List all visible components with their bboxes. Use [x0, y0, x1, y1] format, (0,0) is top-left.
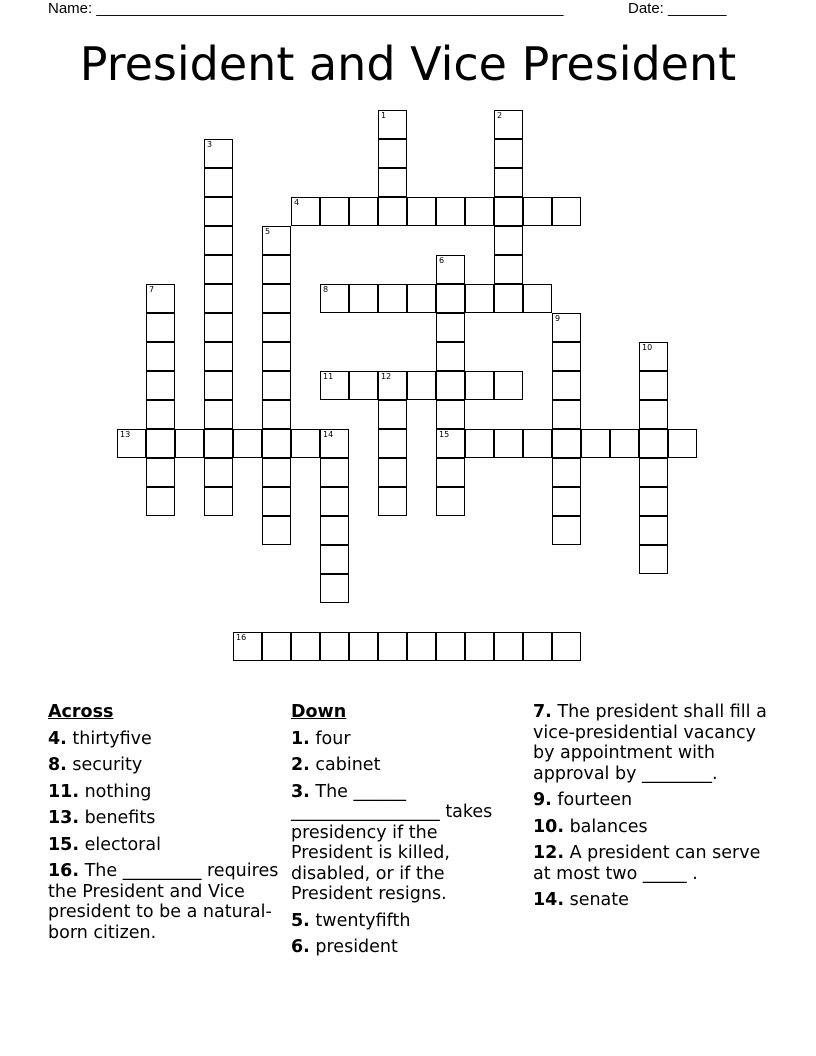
- grid-cell[interactable]: [262, 487, 291, 516]
- grid-cell[interactable]: [204, 313, 233, 342]
- grid-cell-5[interactable]: [262, 226, 291, 255]
- grid-cell[interactable]: [320, 632, 349, 661]
- clue-down-2: 2. cabinet: [291, 755, 381, 775]
- grid-cell[interactable]: [523, 429, 552, 458]
- clue-number: 6: [439, 256, 445, 265]
- clue-number: 8: [323, 285, 329, 294]
- grid-cell[interactable]: [494, 197, 523, 226]
- grid-cell-6[interactable]: [436, 255, 465, 284]
- grid-cell[interactable]: [204, 284, 233, 313]
- grid-cell[interactable]: [320, 487, 349, 516]
- grid-cell[interactable]: [204, 458, 233, 487]
- clue-number: 13: [120, 430, 131, 439]
- clue-down-5: 5. twentyfifth: [291, 910, 411, 931]
- grid-cell-9[interactable]: [552, 313, 581, 342]
- clue-across-13: 13. benefits: [48, 808, 156, 828]
- clue-across-4: 4. thirtyfive: [48, 728, 152, 749]
- grid-cell[interactable]: [465, 284, 494, 313]
- grid-cell[interactable]: [146, 400, 175, 429]
- grid-cell[interactable]: [175, 429, 204, 458]
- grid-cell[interactable]: [204, 342, 233, 371]
- page-title: President and Vice President: [79, 37, 737, 91]
- grid-cell[interactable]: [494, 371, 523, 400]
- clue-number: 4: [294, 198, 300, 207]
- grid-cell[interactable]: [407, 197, 436, 226]
- grid-cell[interactable]: [320, 574, 349, 603]
- grid-cell[interactable]: [639, 429, 668, 458]
- grid-cell[interactable]: [436, 197, 465, 226]
- clue-number: 1: [381, 111, 387, 120]
- grid-cell-4[interactable]: [291, 197, 320, 226]
- across-clues: [48, 702, 283, 949]
- grid-cell[interactable]: [407, 371, 436, 400]
- grid-cell[interactable]: [552, 632, 581, 661]
- grid-cell-15[interactable]: [436, 429, 465, 458]
- clue-down-3: 3. The ______ _________________ takes presidency if the President is killed, disabled, or if the President resigns.: [291, 781, 493, 904]
- grid-cell[interactable]: [146, 429, 175, 458]
- clue-down-10: 10. balances: [533, 816, 648, 837]
- down-clues-continued: [533, 702, 773, 917]
- grid-cell[interactable]: [146, 342, 175, 371]
- clue-down-14: 14. senate: [533, 890, 629, 910]
- grid-cell[interactable]: [465, 197, 494, 226]
- clue-number: 11: [323, 372, 334, 381]
- down-clues: [291, 702, 516, 964]
- clue-number: 3: [207, 140, 213, 149]
- clue-number: 16: [236, 633, 247, 642]
- grid-cell[interactable]: [378, 168, 407, 197]
- grid-cell[interactable]: [465, 632, 494, 661]
- grid-cell[interactable]: [639, 545, 668, 574]
- name-line: Name: ________________________________________________________: [48, 0, 564, 17]
- grid-cell[interactable]: [523, 284, 552, 313]
- grid-cell[interactable]: [146, 487, 175, 516]
- clue-number: 10: [642, 343, 653, 352]
- grid-cell[interactable]: [436, 313, 465, 342]
- grid-cell[interactable]: [204, 400, 233, 429]
- grid-cell[interactable]: [349, 371, 378, 400]
- grid-cell-12[interactable]: [378, 371, 407, 400]
- grid-cell[interactable]: [552, 516, 581, 545]
- grid-cell[interactable]: [552, 342, 581, 371]
- grid-cell[interactable]: [639, 458, 668, 487]
- clue-number: 14: [323, 430, 334, 439]
- grid-cell[interactable]: [610, 429, 639, 458]
- grid-cell-7[interactable]: [146, 284, 175, 313]
- grid-cell[interactable]: [262, 400, 291, 429]
- clue-across-11: 11. nothing: [48, 781, 152, 802]
- grid-cell[interactable]: [581, 429, 610, 458]
- grid-cell[interactable]: [523, 197, 552, 226]
- grid-cell[interactable]: [436, 371, 465, 400]
- grid-cell[interactable]: [204, 487, 233, 516]
- grid-cell[interactable]: [204, 371, 233, 400]
- grid-cell[interactable]: [378, 400, 407, 429]
- grid-cell-11[interactable]: [320, 371, 349, 400]
- grid-cell[interactable]: [436, 632, 465, 661]
- grid-cell[interactable]: [639, 516, 668, 545]
- grid-cell-10[interactable]: [639, 342, 668, 371]
- grid-cell[interactable]: [494, 632, 523, 661]
- grid-cell[interactable]: [436, 400, 465, 429]
- grid-cell[interactable]: [552, 487, 581, 516]
- grid-cell[interactable]: [465, 371, 494, 400]
- grid-cell[interactable]: [204, 168, 233, 197]
- grid-cell[interactable]: [320, 516, 349, 545]
- grid-cell[interactable]: [204, 226, 233, 255]
- grid-cell[interactable]: [552, 429, 581, 458]
- clue-down-7: 7. The president shall fill a vice-presidential vacancy by appointment with approval by ________.: [533, 702, 767, 784]
- grid-cell[interactable]: [146, 313, 175, 342]
- clue-across-8: 8. security: [48, 755, 143, 775]
- grid-cell[interactable]: [494, 284, 523, 313]
- grid-cell[interactable]: [262, 516, 291, 545]
- grid-cell[interactable]: [204, 255, 233, 284]
- grid-cell[interactable]: [639, 487, 668, 516]
- grid-cell-8[interactable]: [320, 284, 349, 313]
- grid-cell[interactable]: [291, 429, 320, 458]
- grid-cell[interactable]: [494, 226, 523, 255]
- grid-cell[interactable]: [552, 458, 581, 487]
- grid-cell[interactable]: [407, 632, 436, 661]
- grid-cell[interactable]: [552, 371, 581, 400]
- grid-cell[interactable]: [378, 458, 407, 487]
- clue-across-16: 16. The _________ requires the President and Vice president to be a natural-born citizen.: [48, 861, 279, 943]
- grid-cell[interactable]: [494, 429, 523, 458]
- date-line: Date: _______: [628, 0, 727, 17]
- down-heading: Down: [291, 702, 347, 722]
- grid-cell[interactable]: [378, 139, 407, 168]
- grid-cell[interactable]: [146, 371, 175, 400]
- grid-cell-14[interactable]: [320, 429, 349, 458]
- grid-cell[interactable]: [320, 458, 349, 487]
- grid-cell[interactable]: [436, 487, 465, 516]
- grid-cell[interactable]: [262, 632, 291, 661]
- grid-cell[interactable]: [262, 371, 291, 400]
- grid-cell[interactable]: [204, 197, 233, 226]
- grid-cell[interactable]: [378, 284, 407, 313]
- clue-number: 9: [555, 314, 561, 323]
- clue-number: 2: [497, 111, 503, 120]
- grid-cell[interactable]: [349, 632, 378, 661]
- grid-cell[interactable]: [262, 429, 291, 458]
- grid-cell[interactable]: [349, 284, 378, 313]
- grid-cell-16[interactable]: [233, 632, 262, 661]
- grid-cell[interactable]: [262, 342, 291, 371]
- grid-cell-3[interactable]: [204, 139, 233, 168]
- grid-cell[interactable]: [320, 197, 349, 226]
- grid-cell-2[interactable]: [494, 110, 523, 139]
- grid-cell-13[interactable]: [117, 429, 146, 458]
- grid-cell[interactable]: [233, 429, 262, 458]
- grid-cell[interactable]: [262, 255, 291, 284]
- grid-cell[interactable]: [378, 197, 407, 226]
- grid-cell[interactable]: [378, 632, 407, 661]
- grid-cell[interactable]: [262, 284, 291, 313]
- grid-cell[interactable]: [436, 342, 465, 371]
- grid-cell[interactable]: [552, 400, 581, 429]
- grid-cell[interactable]: [668, 429, 697, 458]
- grid-cell[interactable]: [349, 197, 378, 226]
- grid-cell[interactable]: [639, 400, 668, 429]
- clue-down-12: 12. A president can serve at most two _____ .: [533, 843, 761, 884]
- grid-cell[interactable]: [465, 429, 494, 458]
- grid-cell[interactable]: [494, 139, 523, 168]
- clue-down-6: 6. president: [291, 937, 398, 957]
- grid-cell[interactable]: [639, 371, 668, 400]
- clue-number: 15: [439, 430, 450, 439]
- grid-cell[interactable]: [262, 313, 291, 342]
- grid-cell[interactable]: [378, 487, 407, 516]
- grid-cell[interactable]: [320, 545, 349, 574]
- grid-cell[interactable]: [146, 458, 175, 487]
- grid-cell-1[interactable]: [378, 110, 407, 139]
- clue-number: 5: [265, 227, 271, 236]
- grid-cell[interactable]: [204, 429, 233, 458]
- clue-down-1: 1. four: [291, 728, 351, 749]
- clue-across-15: 15. electoral: [48, 834, 161, 855]
- grid-cell[interactable]: [552, 197, 581, 226]
- clue-number: 12: [381, 372, 392, 381]
- clue-number: 7: [149, 285, 155, 294]
- grid-cell[interactable]: [494, 255, 523, 284]
- grid-cell[interactable]: [378, 429, 407, 458]
- clue-down-9: 9. fourteen: [533, 790, 633, 810]
- grid-cell[interactable]: [436, 284, 465, 313]
- grid-cell[interactable]: [436, 458, 465, 487]
- grid-cell[interactable]: [407, 284, 436, 313]
- grid-cell[interactable]: [291, 632, 320, 661]
- grid-cell[interactable]: [523, 632, 552, 661]
- grid-cell[interactable]: [494, 168, 523, 197]
- across-heading: Across: [48, 702, 114, 722]
- grid-cell[interactable]: [262, 458, 291, 487]
